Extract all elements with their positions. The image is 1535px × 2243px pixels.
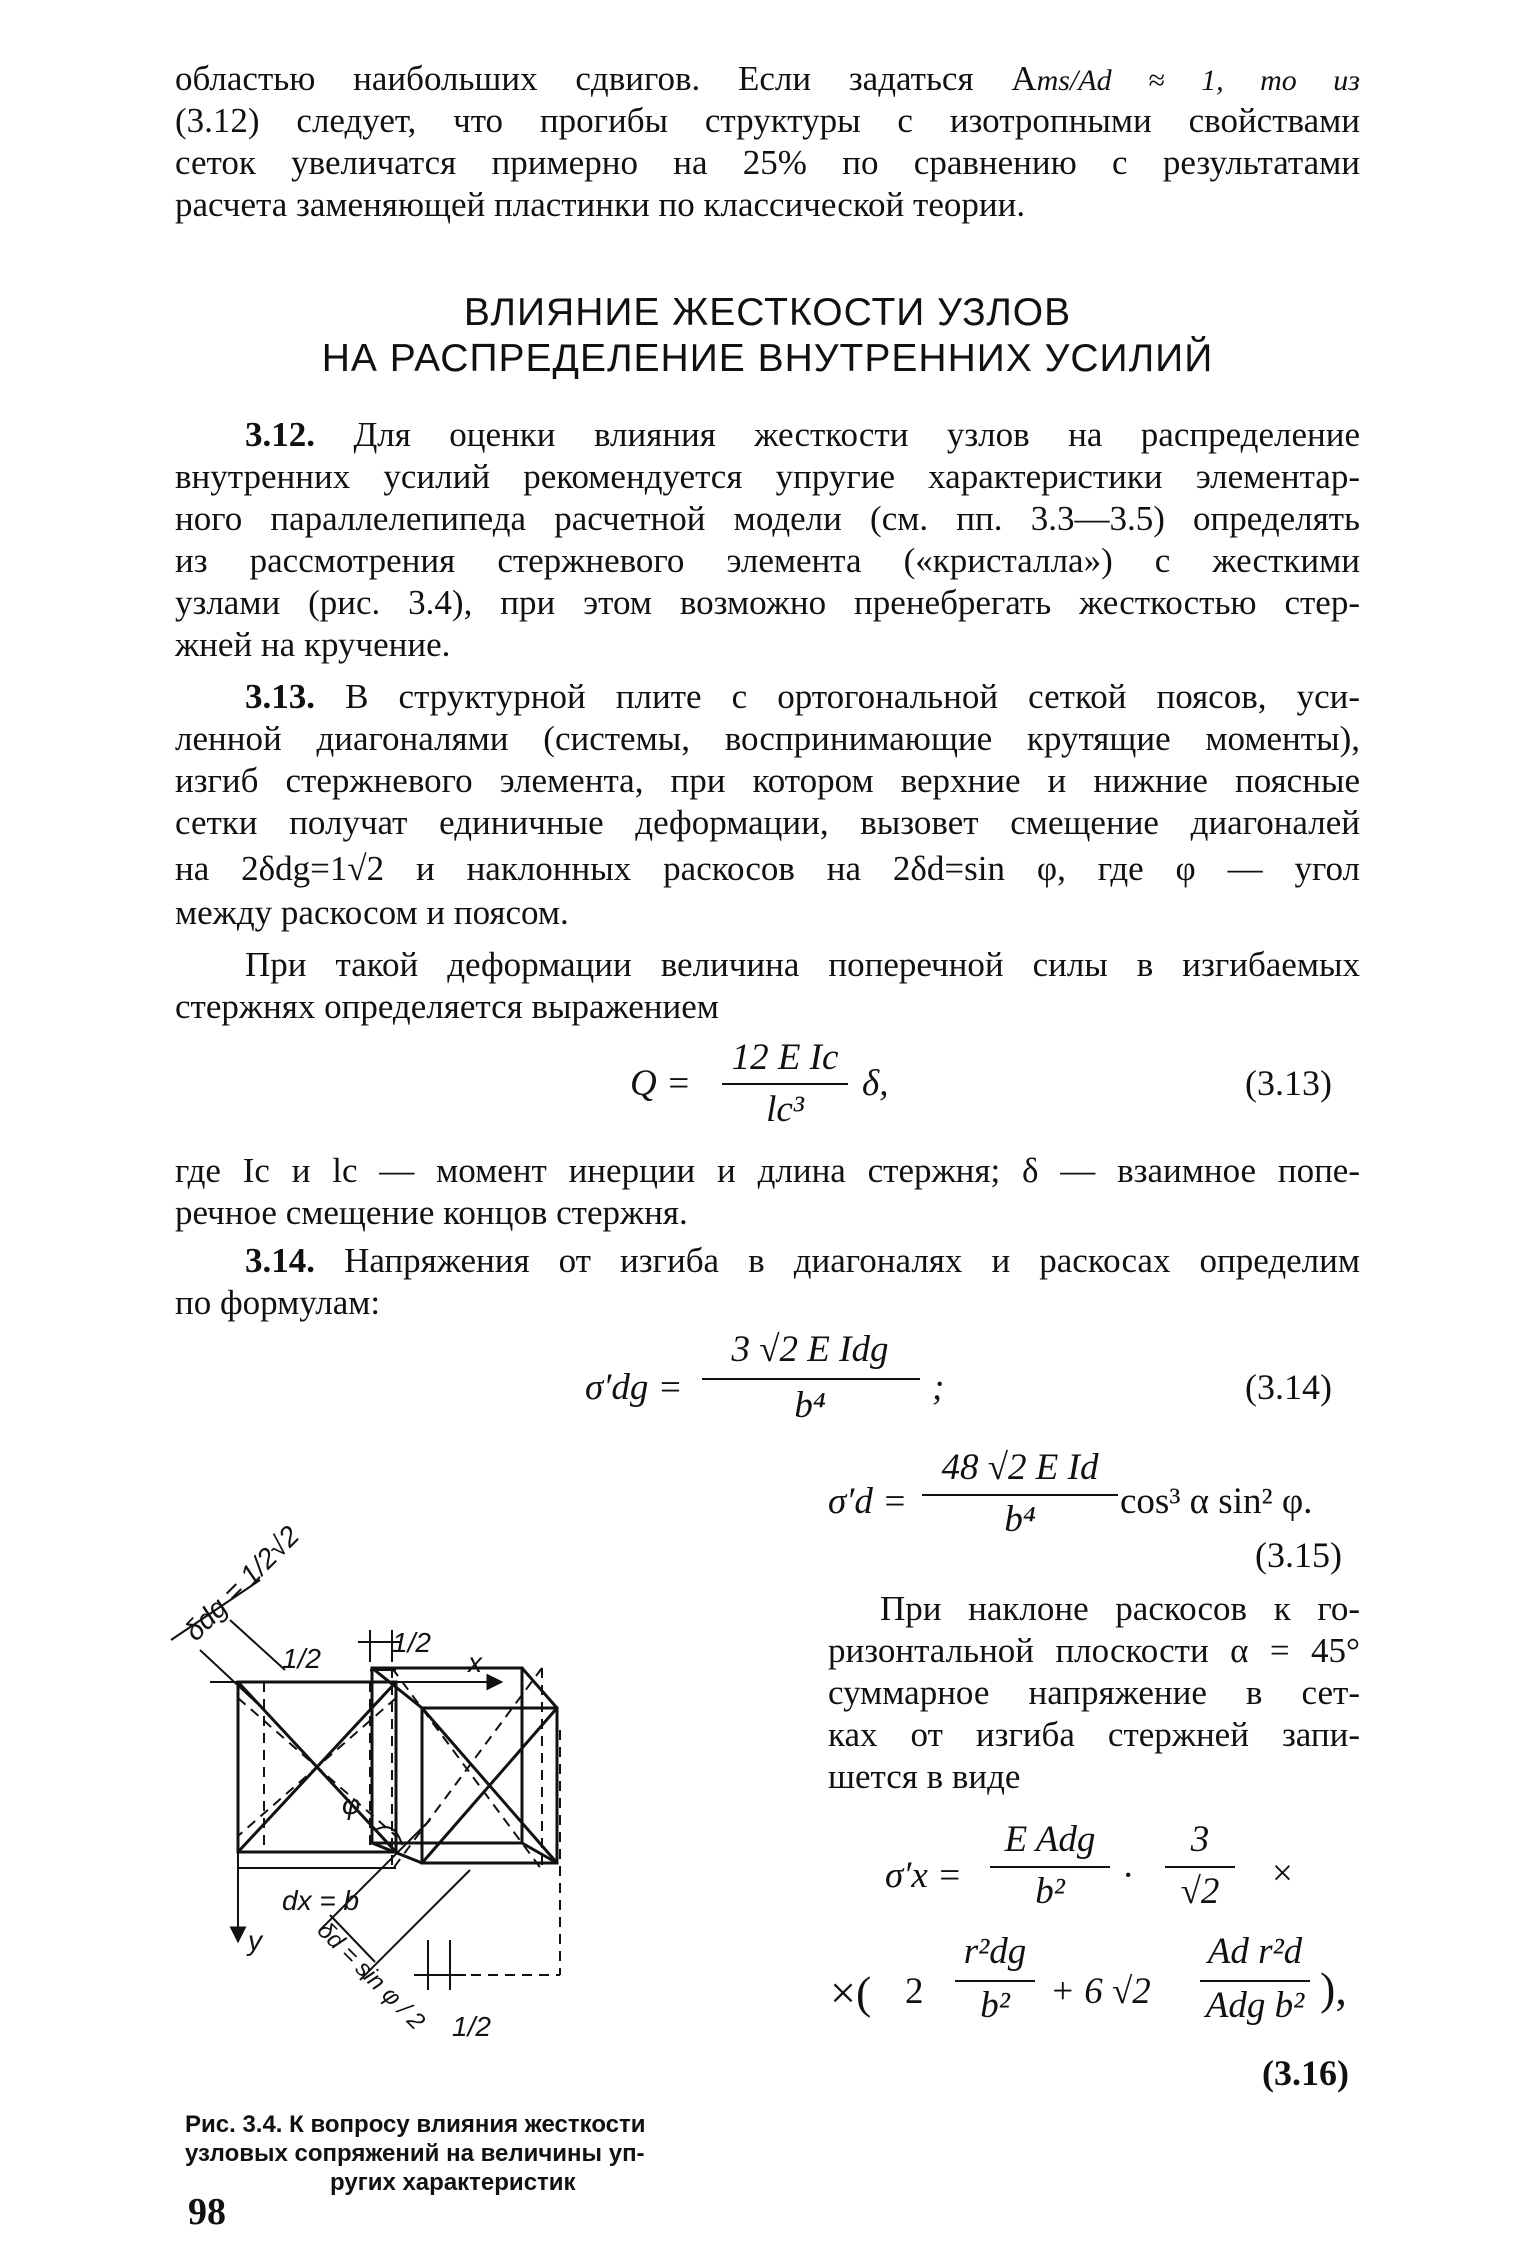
eq-3-15-denominator: b⁴	[1004, 1499, 1036, 1540]
eq-3-14-tail: ;	[932, 1367, 945, 1408]
ddg-leader-1	[200, 1650, 260, 1706]
eq-3-15-tail: cos³ α sin² φ.	[1120, 1481, 1313, 1522]
para-q-line-1: При такой деформации величина поперечной силы в изгибаемых	[245, 945, 1360, 984]
section-3-12-line-4: из рассмотрения стержневого элемента («кристалла») с жесткими	[175, 541, 1360, 580]
figure-caption-line-1: Рис. 3.4. К вопросу влияния жесткости	[185, 2111, 646, 2138]
eq-3-16-f2-bar	[1165, 1866, 1235, 1868]
eq-3-13-lhs: Q =	[630, 1063, 691, 1104]
where-line-1: где Ic и lc — момент инерции и длина стержня; δ — взаимное попе-	[175, 1151, 1360, 1190]
eq-3-15-numerator: 48 √2 E Id	[941, 1447, 1099, 1488]
eq-3-15-lhs: σ′d =	[828, 1481, 908, 1522]
eq-3-14-fraction-bar	[702, 1378, 920, 1380]
eq-3-16-times: ×	[1272, 1853, 1293, 1894]
eq-3-16-f3-numerator: r²dg	[963, 1931, 1027, 1972]
eq-3-13-denominator: lc³	[766, 1089, 804, 1130]
x-axis-arrow	[488, 1676, 500, 1688]
eq-3-16-f3-bar	[955, 1980, 1035, 1982]
section-3-14-line-2: по формулам:	[175, 1283, 381, 1322]
eq-3-13-tail: δ,	[862, 1063, 889, 1104]
label-phi: φ	[342, 1789, 361, 1820]
eq-3-16-number: (3.16)	[1262, 2053, 1349, 2093]
para-slope-line-2: ризонтальной плоскости α = 45°	[828, 1631, 1360, 1670]
figure-3-4	[170, 1470, 810, 2090]
page-number: 98	[188, 2191, 226, 2233]
section-3-12-line-5: узлами (рис. 3.4), при этом возможно пренебрегать жесткостью стер-	[175, 583, 1360, 622]
label-ddg: δdg = 1/2√2	[178, 1519, 306, 1647]
label-dd: δd = sin φ / 2	[311, 1916, 431, 2036]
eq-3-16-dot: ·	[1122, 1855, 1135, 1896]
intro-line-3: сеток увеличатся примерно на 25% по сравнению с результатами	[175, 143, 1360, 182]
eq-3-14-denominator: b⁴	[794, 1385, 826, 1426]
intro-line-4: расчета заменяющей пластинки по классической теории.	[175, 185, 1026, 224]
eq-3-16-f4-bar	[1200, 1980, 1310, 1982]
ddg-leader-2	[230, 1620, 285, 1670]
crystal-deformed-shape	[392, 1668, 560, 1975]
para-q-line-2: стержнях определяется выражением	[175, 987, 719, 1026]
label-dx: dx = b	[282, 1885, 360, 1916]
label-half-c: 1/2	[452, 2011, 491, 2042]
label-y: y	[248, 1925, 262, 1956]
y-axis-arrow	[232, 1928, 244, 1940]
eq-3-13-fraction-bar	[722, 1083, 848, 1085]
eq-3-14-lhs: σ′dg =	[585, 1367, 683, 1408]
eq-3-16-lhs: σ′x =	[885, 1855, 962, 1896]
figure-caption-line-3: ругих характеристик	[330, 2169, 576, 2196]
eq-3-16-f1-bar	[990, 1866, 1110, 1868]
section-3-12-line-6: жней на кручение.	[175, 625, 451, 664]
eq-3-16-f3-denominator: b²	[980, 1985, 1010, 2026]
section-3-13-line-3: изгиб стержневого элемента, при котором верхние и нижние поясные	[175, 761, 1360, 800]
eq-3-14-numerator: 3 √2 E Idg	[731, 1329, 889, 1370]
section-3-12-line-2: внутренних усилий рекомендуется упругие характеристики элементар-	[175, 457, 1360, 496]
eq-3-15-number: (3.15)	[1255, 1535, 1342, 1575]
eq-3-16-plus-term: + 6 √2	[1050, 1971, 1151, 2012]
section-3-12-line-1: 3.12. Для оценки влияния жесткости узлов на распределение	[245, 415, 1361, 454]
section-3-12-line-3: ного параллелепипеда расчетной модели (см. пп. 3.3—3.5) определять	[175, 499, 1360, 538]
section-3-13-line-4: сетки получат единичные деформации, вызовет смещение диагоналей	[175, 803, 1360, 842]
label-x: x	[468, 1647, 482, 1678]
eq-3-13-number: (3.13)	[1245, 1063, 1332, 1103]
eq-3-16-f4-denominator: Adg b²	[1205, 1985, 1305, 2026]
label-half-b: 1/2	[392, 1627, 431, 1658]
eq-3-16-close-paren: ),	[1320, 1963, 1347, 2014]
eq-3-16-f2-denominator: √2	[1180, 1871, 1220, 1912]
eq-3-16-f1-denominator: b²	[1035, 1871, 1065, 1912]
section-heading-line-2: НА РАСПРЕДЕЛЕНИЕ ВНУТРЕННИХ УСИЛИЙ	[321, 337, 1214, 380]
para-slope-line-5: шется в виде	[828, 1757, 1021, 1796]
label-half-a: 1/2	[282, 1643, 321, 1674]
eq-3-15-fraction-bar	[922, 1494, 1118, 1496]
section-3-13-line-5: на 2δdg=1√2 и наклонных раскосов на 2δd=sin φ, где φ — угол	[175, 849, 1360, 888]
section-3-14-line-1: 3.14. Напряжения от изгиба в диагоналях и раскосах определим	[245, 1241, 1361, 1280]
intro-line-2: (3.12) следует, что прогибы структуры с изотропными свойствами	[175, 101, 1360, 140]
intro-line-1: областью наибольших сдвигов. Если задаться Ams/Ad ≈ 1, то из	[175, 59, 1360, 98]
figure-caption-line-2: узловых сопряжений на величины уп-	[185, 2140, 645, 2167]
section-3-13-line-1: 3.13. В структурной плите с ортогональной сеткой поясов, уси-	[245, 677, 1361, 716]
para-slope-line-4: ках от изгиба стержней запи-	[828, 1715, 1360, 1754]
para-slope-line-1: При наклоне раскосов к го-	[880, 1589, 1360, 1628]
eq-3-16-two: 2	[905, 1971, 924, 2012]
eq-3-14-number: (3.14)	[1245, 1367, 1332, 1407]
where-line-2: речное смещение концов стержня.	[175, 1193, 688, 1232]
section-3-13-line-2: ленной диагоналями (системы, воспринимающие крутящие моменты),	[175, 719, 1360, 758]
eq-3-16-open-paren: ×(	[830, 1967, 872, 2018]
section-3-13-line-6: между раскосом и поясом.	[175, 893, 569, 932]
eq-3-13-numerator: 12 E Ic	[731, 1037, 839, 1078]
para-slope-line-3: суммарное напряжение в сет-	[828, 1673, 1360, 1712]
section-heading-line-1: ВЛИЯНИЕ ЖЕСТКОСТИ УЗЛОВ	[463, 291, 1072, 334]
eq-3-16-f1-numerator: E Adg	[1004, 1819, 1096, 1860]
eq-3-16-f4-numerator: Ad r²d	[1207, 1931, 1303, 1972]
eq-3-16-f2-numerator: 3	[1190, 1819, 1210, 1860]
